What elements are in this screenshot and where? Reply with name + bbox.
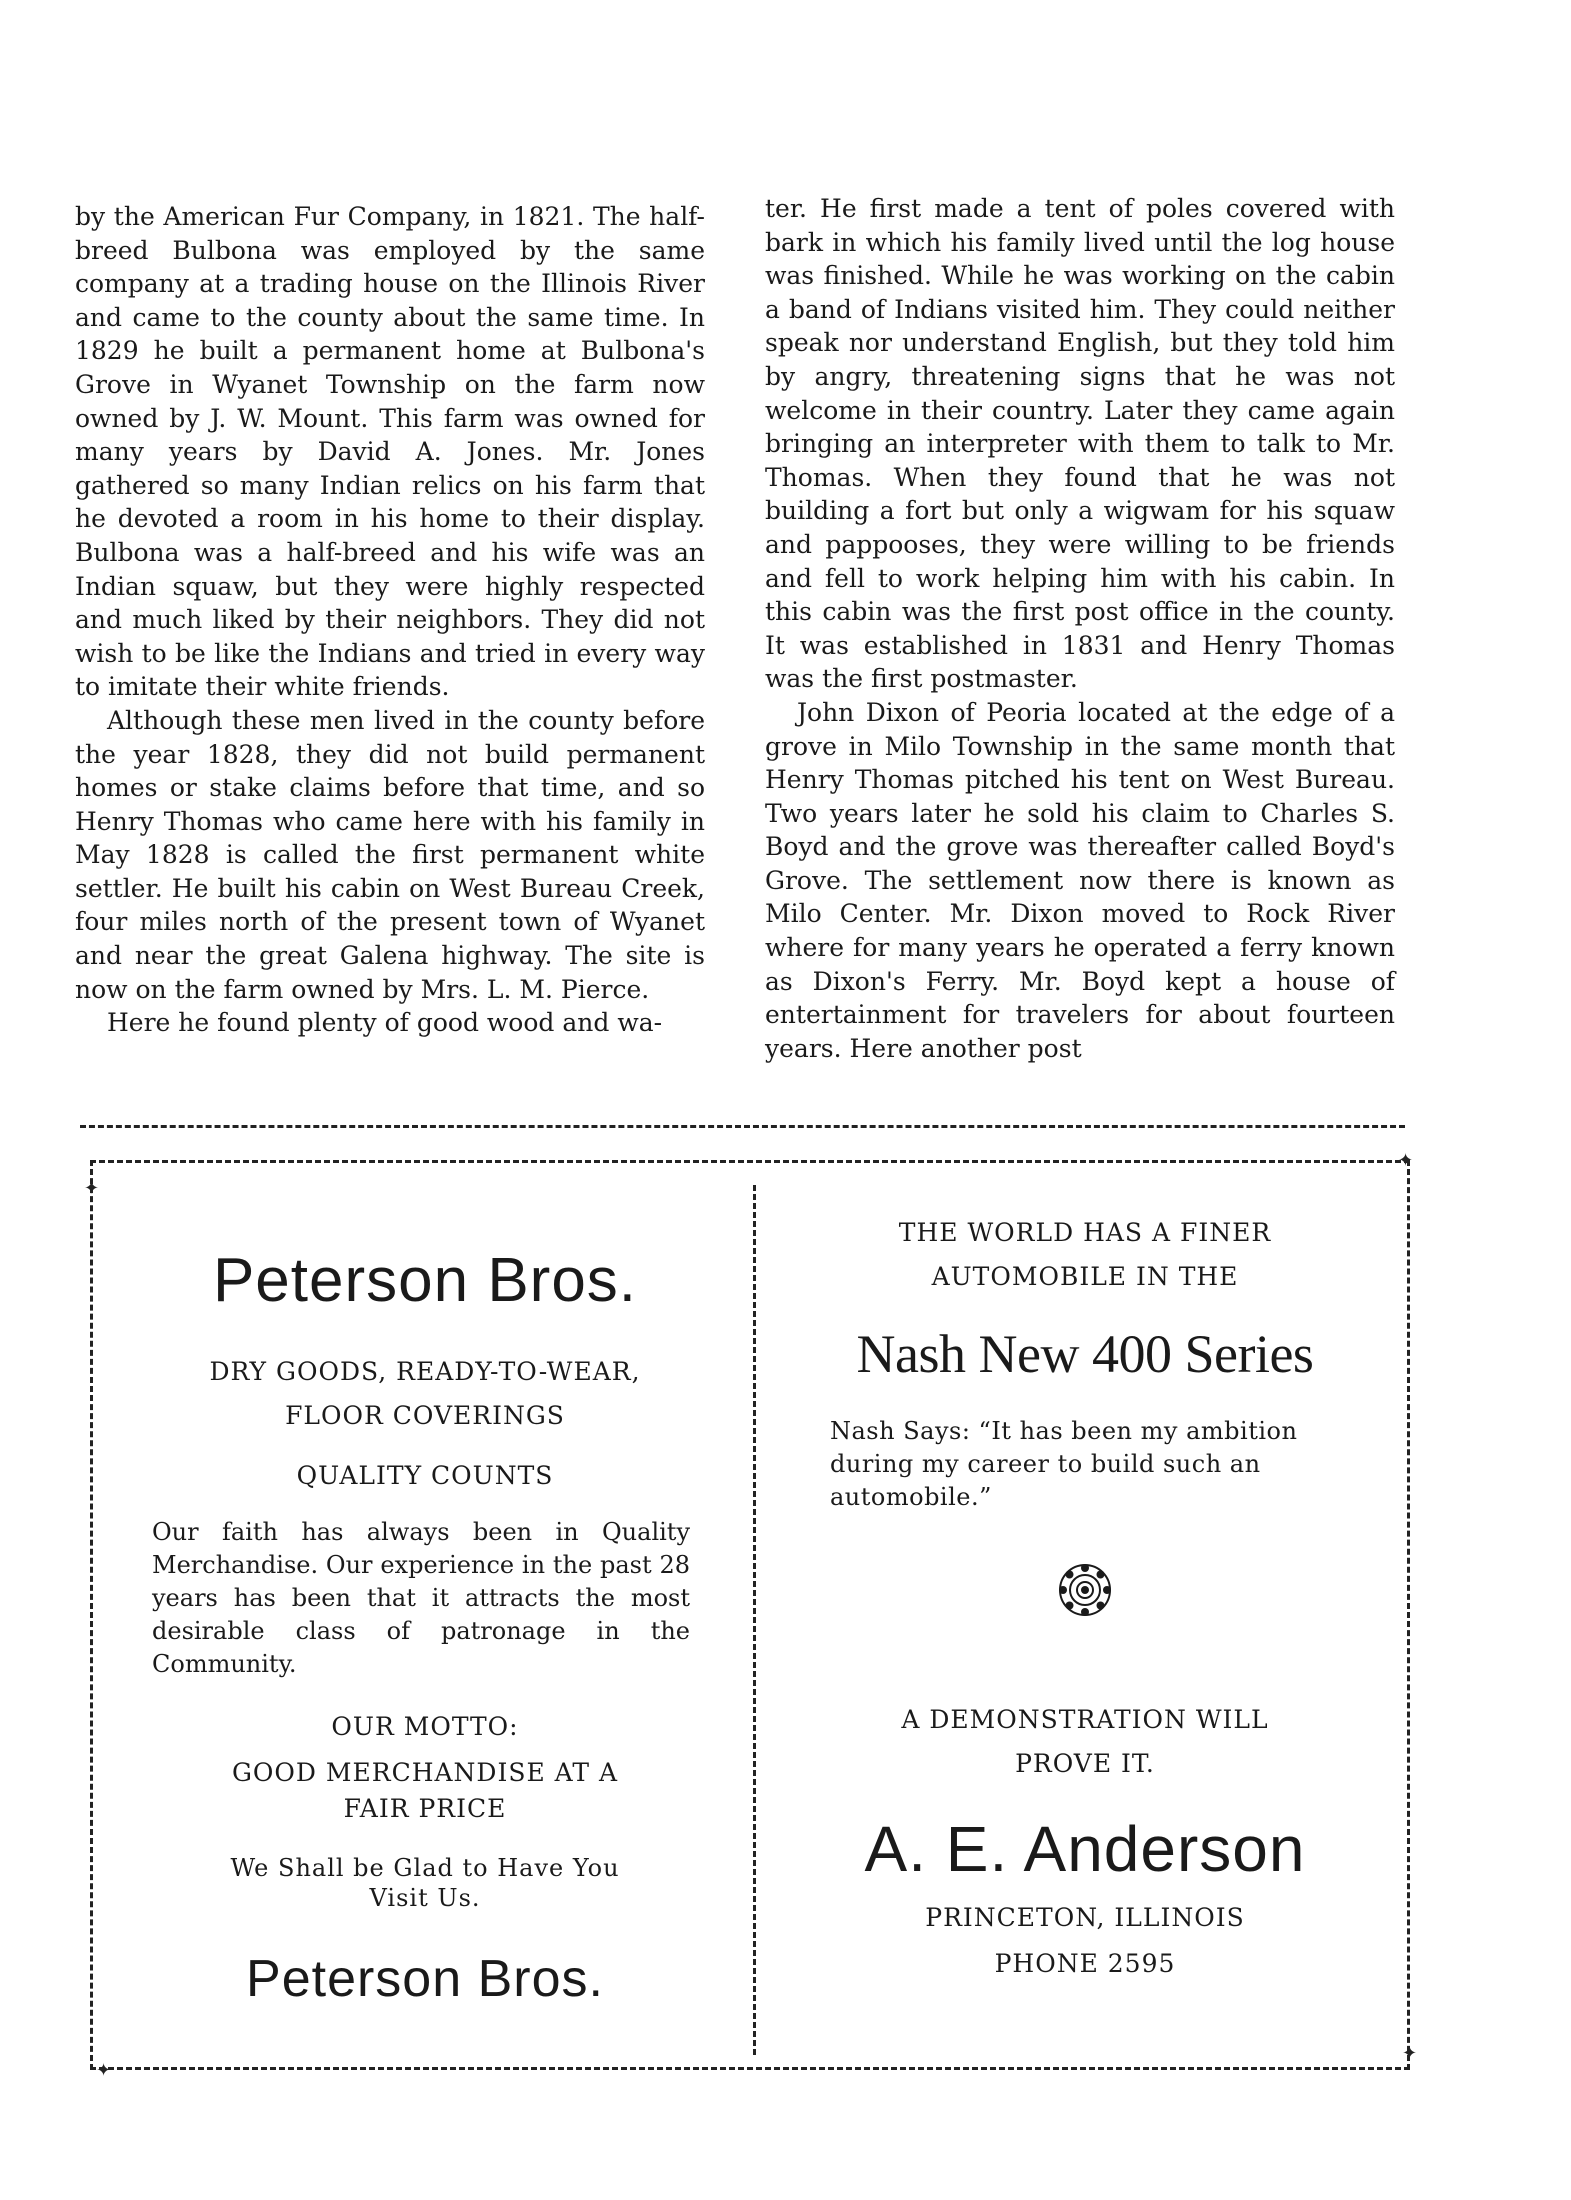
brand-name-top: Peterson Bros. xyxy=(212,1246,638,1315)
corner-ornament-icon: ✦ xyxy=(84,1178,100,1199)
nash-model-title: Nash New 400 Series xyxy=(856,1324,1314,1384)
motto-line-2: FAIR PRICE xyxy=(343,1794,507,1823)
dealer-name: A. E. Anderson xyxy=(864,1813,1306,1885)
headline-line-2: AUTOMOBILE IN THE xyxy=(931,1262,1239,1291)
dashed-rule xyxy=(80,1125,1405,1128)
demo-line-2: PROVE IT. xyxy=(1015,1749,1155,1778)
glad-line-1: We Shall be Glad to Have You xyxy=(230,1854,620,1882)
motto-line-1: GOOD MERCHANDISE AT A xyxy=(231,1758,619,1787)
motto-label: OUR MOTTO: xyxy=(331,1712,519,1741)
nash-advertisement xyxy=(800,1195,1370,1982)
article-paragraph: ter. He first made a tent of poles covered with bark in which his family lived until the log house was finished. While he was working on the cabin a band of Indians visited him. They could neither speak nor understand English, but they told him by angry, threatening signs that he was not welcome in their country. Later they came again bringing an interpreter with them to talk to Mr. Thomas. When they found that he was not building a fort but only a wigwam for his squaw and pappooses, they were willing to be friends and fell to work helping him with his cabin. In this cabin was the first post office in the county. It was established in 1831 and Henry Thomas was the first postmaster. xyxy=(765,194,1395,694)
dealer-city: PRINCETON, ILLINOIS xyxy=(925,1903,1245,1932)
quality-counts: QUALITY COUNTS xyxy=(296,1461,554,1490)
dealer-phone: PHONE 2595 xyxy=(994,1949,1176,1978)
article-paragraph: by the American Fur Company, in 1821. The half-breed Bulbona was employed by the same company at a trading house on the Illinois River and came to the county about the same time. In 1829 he built a permanent home at Bulbona's Grove in Wyanet Township on the farm now owned by J. W. Mount. This farm was owned for many years by David A. Jones. Mr. Jones gathered so many Indian relics on his farm that he devoted a room in his home to their display. Bulbona was a half-breed and his wife was an Indian squaw, but they were highly respected and much liked by their neighbors. They did not wish to be like the Indians and tried in every way to imitate their white friends. xyxy=(75,202,705,702)
article-paragraph: Here he found plenty of good wood and wa- xyxy=(107,1008,663,1038)
glad-line-2: Visit Us. xyxy=(369,1884,481,1912)
article-column-right xyxy=(765,192,1395,1065)
goods-line-2: FLOOR COVERINGS xyxy=(285,1401,565,1430)
goods-line-1: DRY GOODS, READY-TO-WEAR, xyxy=(209,1357,641,1386)
article-column-left xyxy=(75,200,705,1040)
ad-body-text: Our faith has always been in Quality Merchandise. Our experience in the past 28 years has been that it attracts the most desirable class of patronage in the Community. xyxy=(152,1518,690,1678)
corner-ornament-icon: ✦ xyxy=(1402,2043,1418,2064)
peterson-bros-advertisement xyxy=(140,1195,710,2009)
demo-line-1: A DEMONSTRATION WILL xyxy=(901,1705,1269,1734)
flower-ornament-icon xyxy=(1053,1558,1117,1622)
nash-quote: Nash Says: “It has been my ambition during my career to build such an automobile.” xyxy=(830,1417,1298,1511)
headline-line-1: THE WORLD HAS A FINER xyxy=(898,1218,1272,1247)
corner-ornament-icon: ✦ xyxy=(1398,1150,1414,1171)
corner-ornament-icon: ✦ xyxy=(96,2060,112,2081)
advertisement-divider xyxy=(753,1185,756,2055)
article-paragraph: Although these men lived in the county before the year 1828, they did not build permanent homes or stake claims before that time, and so Henry Thomas who came here with his family in May 1828 is called the first permanent white settler. He built his cabin on West Bureau Creek, four miles north of the present town of Wyanet and near the great Galena highway. The site is now on the farm owned by Mrs. L. M. Pierce. xyxy=(75,705,705,1004)
article-paragraph: John Dixon of Peoria located at the edge of a grove in Milo Township in the same month that Henry Thomas pitched his tent on West Bureau. Two years later he sold his claim to Charles S. Boyd and the grove was thereafter called Boyd's Grove. The settlement now there is known as Milo Center. Mr. Dixon moved to Rock River where for many years he operated a ferry known as Dixon's Ferry. Mr. Boyd kept a house of entertainment for travelers for about fourteen years. Here another post xyxy=(765,697,1395,1063)
brand-name-bottom: Peterson Bros. xyxy=(246,1950,604,2008)
